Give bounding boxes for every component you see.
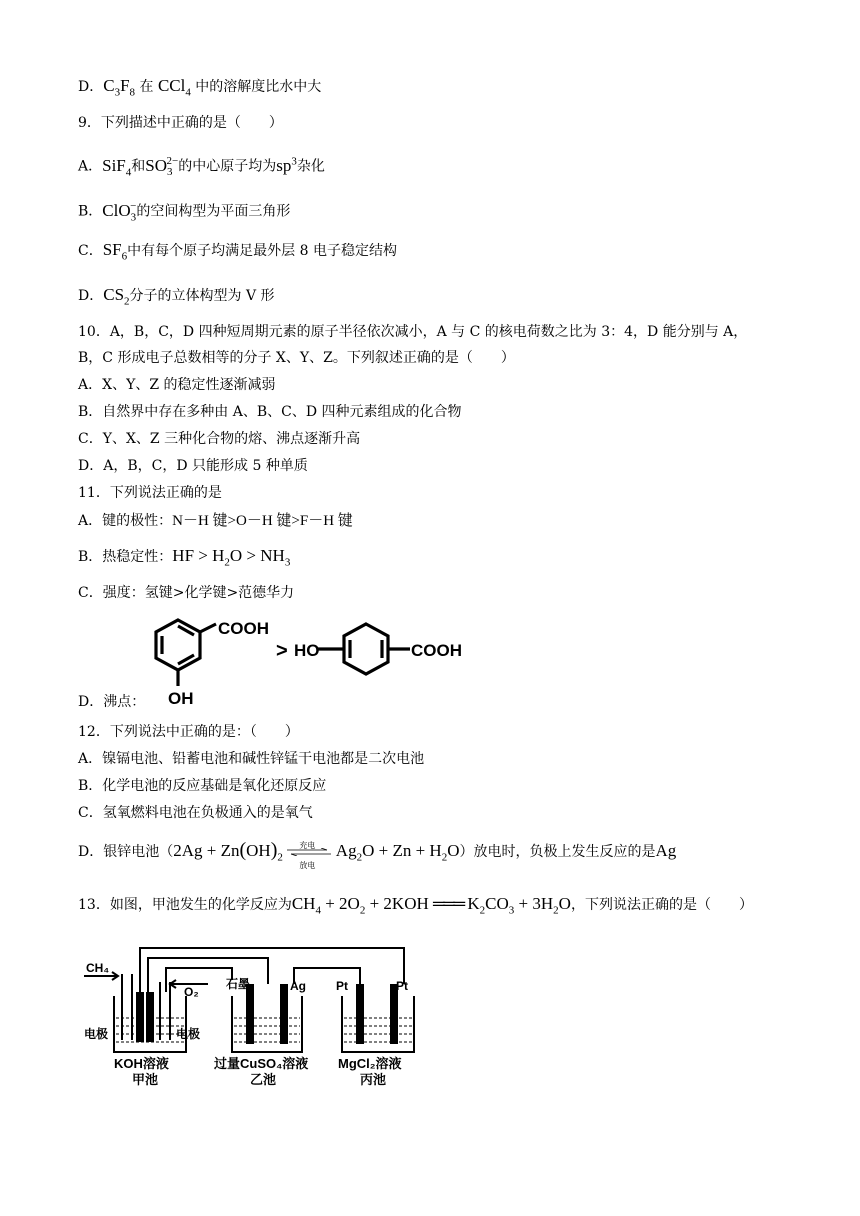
- label-ch4: CH₄: [86, 961, 110, 975]
- q12-stem: 12．下列说法中正确的是：（ ）: [78, 724, 299, 740]
- q9-option-c: C．$SF_6$中有每个原子均满足最外层 8 电子稳定结构: [78, 240, 397, 263]
- q9-option-a: A．SiF$_4$和$SO_3^{2-}$的中心原子均为$sp^3$杂化: [78, 155, 325, 179]
- q11-option-a: A．键的极性：N－H 键>O－H 键>F－H 键: [78, 513, 353, 529]
- label-electrode-1: 电极: [84, 1027, 109, 1041]
- label-ag: Ag: [290, 979, 306, 993]
- boiling-point-structures: [148, 612, 468, 708]
- reversible-arrow: 充电 放电: [287, 842, 331, 862]
- electrolysis-figure: [80, 944, 420, 1090]
- formula-c3f8: $C_3F_8$: [103, 76, 136, 99]
- label-graphite: 石墨: [226, 977, 251, 991]
- q11-stem: 11．下列说法正确的是: [78, 485, 222, 501]
- label-cooh-2: COOH: [411, 641, 462, 660]
- q11-option-c: C．强度：氢键>化学键>范德华力: [78, 585, 295, 601]
- q12-option-b: B．化学电池的反应基础是氧化还原反应: [78, 778, 327, 794]
- q10-option-a: A．X、Y、Z 的稳定性逐渐减弱: [78, 377, 276, 393]
- q13-stem: 13．如图，甲池发生的化学反应为$CH_4 + 2O_2 + 2KOH$ ═══ $K_2CO_3 + 3H_2O$，下列说法正确的是（ ）: [78, 894, 753, 917]
- label-o2: O₂: [184, 985, 199, 999]
- q10-option-c: C．Y、X、Z 三种化合物的熔、沸点逐渐升高: [78, 431, 361, 447]
- label-mgcl2-solution: MgCl₂溶液: [338, 1056, 402, 1071]
- label-pt-1: Pt: [336, 979, 348, 993]
- label-ho: HO: [294, 641, 320, 660]
- q9-stem: 9．下列描述中正确的是（ ）: [78, 115, 283, 131]
- q10-stem-line1: 10．A，B，C，D 四种短周期元素的原子半径依次减小，A 与 C 的核电荷数之比为 3：4，D 能分别与 A，: [78, 324, 748, 340]
- q12-option-a: A．镍镉电池、铅蓄电池和碱性锌锰干电池都是二次电池: [78, 751, 425, 767]
- label-oh: OH: [168, 689, 194, 708]
- q11-option-b: B．热稳定性：HF > $H_2O > NH_3$: [78, 546, 291, 569]
- q12-option-d: D．银锌电池（$2Ag + Zn(OH)_2$ 充电 放电 $Ag_2O + Zn + H_2O$）放电时，负极上发生反应的是Ag: [78, 839, 677, 870]
- label-jia-cell: 甲池: [132, 1072, 159, 1087]
- q10-stem-line2: B，C 形成电子总数相等的分子 X、Y、Z。下列叙述正确的是（ ）: [78, 350, 515, 366]
- label-pt-2: Pt: [396, 979, 408, 993]
- q10-option-d: D．A，B，C，D 只能形成 5 种单质: [78, 458, 308, 474]
- q9-option-d: D．$CS_2$分子的立体构型为 V 形: [78, 285, 275, 308]
- label-cuso4-solution: 过量CuSO₄溶液: [214, 1056, 309, 1071]
- label-bing-cell: 丙池: [360, 1072, 387, 1087]
- q8-option-d: D．$C_3F_8$ 在 CCl$_4$ 中的溶解度比水中大: [78, 76, 322, 99]
- q10-option-b: B．自然界中存在多种由 A、B、C、D 四种元素组成的化合物: [78, 404, 462, 420]
- label-cooh-1: COOH: [218, 619, 269, 638]
- q9-option-b: B．ClO$_3$−的空间构型为平面三角形: [78, 200, 291, 224]
- label-koh-solution: KOH溶液: [114, 1056, 169, 1071]
- label-yi-cell: 乙池: [250, 1072, 277, 1087]
- label-electrode-2: 电极: [176, 1027, 201, 1041]
- q12-option-c: C．氢氧燃料电池在负极通入的是氧气: [78, 805, 313, 821]
- q11-option-d: D．沸点：: [78, 694, 146, 710]
- label-greater-than: >: [276, 640, 288, 662]
